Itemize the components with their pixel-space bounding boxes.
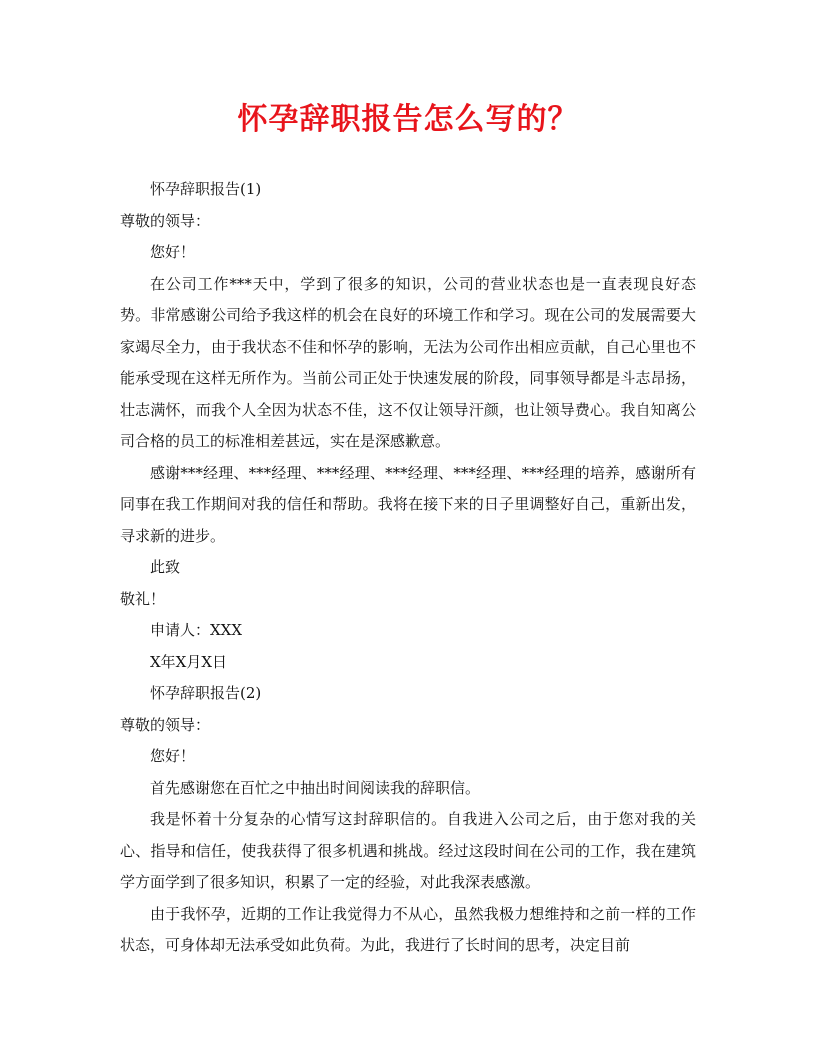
body-paragraph: 我是怀着十分复杂的心情写这封辞职信的。自我进入公司之后，由于您对我的关心、指导和信任，使我获得了很多机遇和挑战。经过这段时间在公司的工作，我在建筑学方面学到了很多知识，积累了一定的经验，对此我深表感激。	[120, 810, 696, 891]
greeting-2: 您好！	[150, 747, 196, 765]
salutation-1: 尊敬的领导：	[120, 211, 211, 230]
section-heading-1: 怀孕辞职报告(1)	[150, 180, 262, 198]
section-heading-2: 怀孕辞职报告(2)	[150, 684, 262, 702]
greeting-1: 您好！	[150, 243, 196, 261]
body-paragraph: 由于我怀孕，近期的工作让我觉得力不从心，虽然我极力想维持和之前一样的工作状态，可身体却无法承受如此负荷。为此，我进行了长时间的思考，决定目前	[120, 904, 696, 954]
closing-salute: 敬礼！	[120, 589, 166, 608]
document-title: 怀孕辞职报告怎么写的？	[237, 102, 579, 137]
salutation-2: 尊敬的领导：	[120, 715, 211, 734]
body-paragraph: 首先感谢您在百忙之中抽出时间阅读我的辞职信。	[150, 778, 481, 797]
body-paragraph: 感谢***经理、***经理、***经理、***经理、***经理、***经理的培养，感谢所有同事在我工作期间对我的信任和帮助。我将在接下来的日子里调整好自己，重新出发，寻求新的进步。	[120, 463, 696, 545]
date-line: X年X月X日	[150, 652, 228, 671]
applicant-line: 申请人：XXX	[150, 621, 243, 639]
document-body	[120, 174, 696, 962]
body-paragraph: 在公司工作***天中，学到了很多的知识，公司的营业状态也是一直表现良好态势。非常感谢公司给予我这样的机会在良好的环境工作和学习。现在公司的发展需要大家竭尽全力，由于我状态不佳和怀孕的影响，无法为公司作出相应贡献，自己心里也不能承受现在这样无所作为。当前公司正处于快速发展的阶段，同事领导都是斗志昂扬，壮志满怀，而我个人全因为状态不佳，这不仅让领导汗颜，也让领导费心。我自知离公司合格的员工的标准相差甚远，实在是深感歉意。	[120, 274, 696, 450]
closing-line: 此致	[150, 558, 181, 576]
